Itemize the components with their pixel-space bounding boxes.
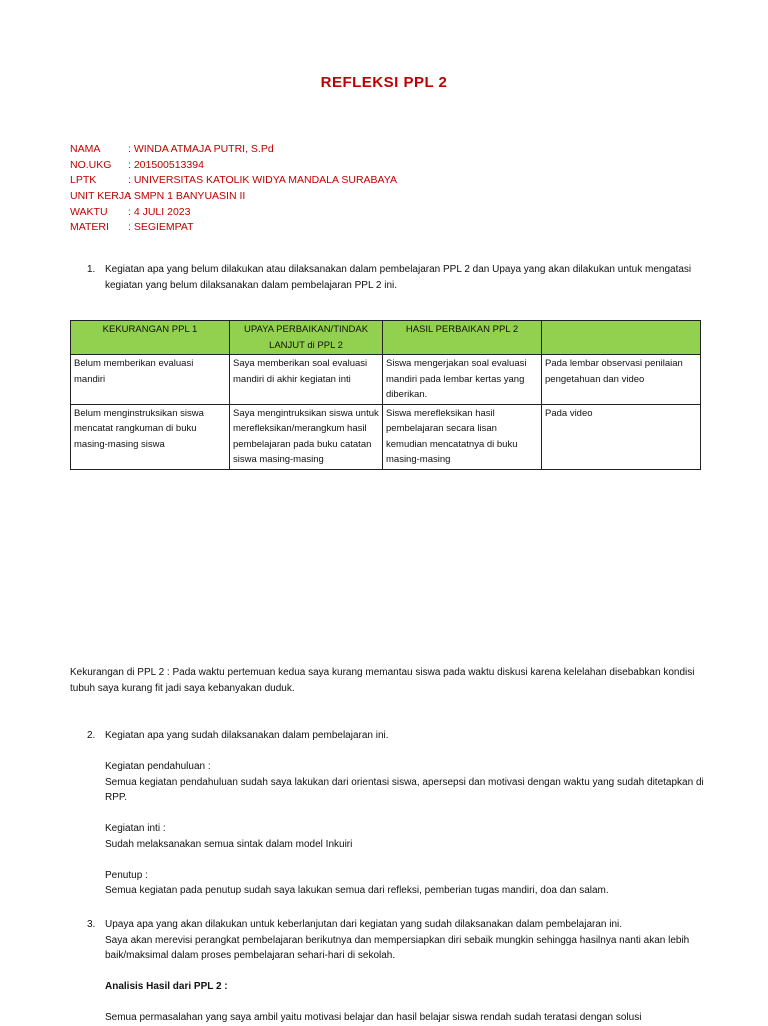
pendahuluan-label: Kegiatan pendahuluan :: [105, 761, 211, 772]
page-title: REFLEKSI PPL 2: [320, 74, 448, 91]
table-cell: Pada lembar observasi penilaian pengetahuan dan video: [542, 355, 701, 405]
identity-value: : WINDA ATMAJA PUTRI, S.Pd: [128, 143, 274, 155]
question-text: Kegiatan apa yang belum dilakukan atau dilaksanakan dalam pembelajaran PPL 2 dan Upaya yang akan dilakukan untuk mengatasi kegiatan yang belum dilaksanakan dalam pembelajaran PPL 2 ini.: [105, 264, 692, 291]
table-row: [71, 355, 701, 405]
inti-label: Kegiatan inti :: [105, 823, 166, 834]
identity-label: LPTK: [70, 174, 97, 187]
table-header-row: [71, 321, 701, 355]
analisis-text: Semua permasalahan yang saya ambil yaitu motivasi belajar dan hasil belajar siswa rendah sudah teratasi dengan solusi: [105, 1012, 642, 1023]
identity-row-nama: [70, 142, 397, 158]
kekurangan-paragraph: Kekurangan di PPL 2 : Pada waktu pertemuan kedua saya kurang memantau siswa pada waktu diskusi karena kelelahan disebabkan kondisi tubuh saya kurang fit jadi saya kebanyakan duduk.: [70, 667, 695, 694]
question-text: Upaya apa yang akan dilakukan untuk keberlanjutan dari kegiatan yang sudah dilaksanakan dalam pembelajaran ini.: [105, 919, 623, 930]
table-header-cell: UPAYA PERBAIKAN/TINDAK LANJUT di PPL 2: [230, 321, 383, 355]
table-cell: Pada video: [542, 404, 701, 469]
identity-row-lptk: [70, 173, 397, 189]
spacer: [105, 995, 715, 1011]
identity-label: MATERI: [70, 221, 109, 234]
identity-value: : UNIVERSITAS KATOLIK WIDYA MANDALA SURABAYA: [128, 174, 397, 187]
identity-value: : 4 JULI 2023: [128, 205, 191, 218]
identity-value: : 201500513394: [128, 158, 204, 171]
penutup-label: Penutup :: [105, 869, 148, 881]
table-cell: Saya mengintruksikan siswa untuk merefleksikan/merangkum hasil pembelajaran pada buku catatan siswa masing-masing: [230, 404, 383, 469]
analisis-block: [105, 979, 715, 1026]
identity-label: NAMA: [70, 143, 101, 155]
identity-label: WAKTU: [70, 205, 108, 218]
identity-row-waktu: [70, 205, 397, 221]
table-cell: Saya memberikan soal evaluasi mandiri di akhir kegiatan inti: [230, 355, 383, 405]
identity-block: [70, 142, 397, 236]
identity-row-no-ukg: [70, 158, 397, 174]
spacer: [105, 806, 715, 822]
question-number: 3.: [87, 919, 96, 930]
analisis-label: Analisis Hasil dari PPL 2 :: [105, 981, 228, 992]
question-number: 1.: [87, 264, 96, 275]
table-cell: Siswa merefleksikan hasil pembelajaran secara lisan kemudian mencatatnya di buku masing-masing: [383, 404, 542, 469]
table-cell: Belum menginstruksikan siswa mencatat rangkuman di buku masing-masing siswa: [71, 404, 230, 469]
identity-label: NO.UKG: [70, 158, 112, 171]
table-cell: Siswa mengerjakan soal evaluasi mandiri pada lembar kertas yang diberikan.: [383, 355, 542, 405]
identity-row-materi: [70, 220, 397, 236]
table-header-cell: KEKURANGAN PPL 1: [71, 321, 230, 355]
identity-value: : SMPN 1 BANYUASIN II: [128, 190, 246, 203]
table-cell: Belum memberikan evaluasi mandiri: [71, 355, 230, 405]
reflection-table: [70, 320, 701, 470]
identity-row-unit-kerja: [70, 189, 397, 205]
question-3-answer: Saya akan merevisi perangkat pembelajaran berikutnya dan mempersiapkan diri sebaik mungkin sehingga hasilnya nanti akan lebih baik/maksimal dalam proses pembelajaran sehari-hari di sekolah.: [105, 934, 690, 961]
question-2-answers: [105, 759, 715, 899]
question-number: 2.: [87, 730, 96, 741]
question-1: [87, 262, 707, 293]
table-header-cell: [542, 321, 701, 355]
question-text: Kegiatan apa yang sudah dilaksanakan dalam pembelajaran ini.: [105, 730, 389, 741]
question-2: [87, 728, 707, 744]
question-3: [87, 917, 707, 964]
identity-value: : SEGIEMPAT: [128, 221, 194, 234]
table-row: [71, 404, 701, 469]
pendahuluan-text: Semua kegiatan pendahuluan sudah saya lakukan dari orientasi siswa, apersepsi dan motivasi dengan waktu yang sudah ditetapkan di RPP.: [105, 776, 704, 803]
inti-text: Sudah melaksanakan semua sintak dalam model Inkuiri: [105, 838, 353, 850]
identity-label: UNIT KERJA: [70, 190, 132, 203]
spacer: [105, 852, 715, 868]
table-header-cell: HASIL PERBAIKAN PPL 2: [383, 321, 542, 355]
penutup-text: Semua kegiatan pada penutup sudah saya lakukan semua dari refleksi, pemberian tugas mandiri, doa dan salam.: [105, 885, 609, 896]
